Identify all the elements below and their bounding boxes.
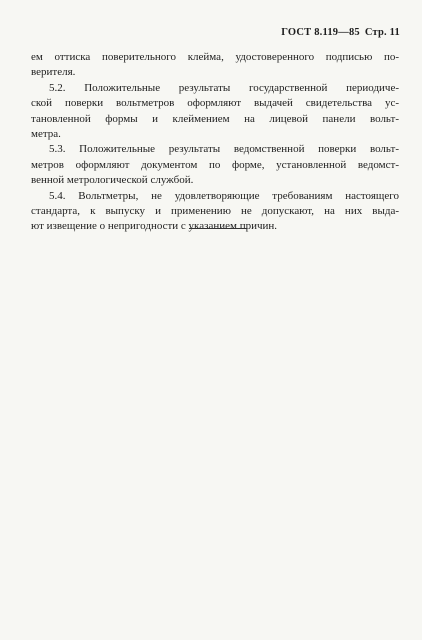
text-line: ской поверки вольтметров оформляют выдачей свидетельства ус- <box>31 97 399 110</box>
paragraph-continuation <box>31 50 399 81</box>
text-line: тановленной формы и клеймением на лицевой панели вольт- <box>31 112 399 125</box>
standard-number: ГОСТ 8.119—85 <box>281 27 360 38</box>
text-line: метра. <box>31 128 61 141</box>
text-line: венной метрологической службой. <box>31 174 194 187</box>
text-line: ют извещение о непригодности с указанием причин. <box>31 220 278 233</box>
page-header <box>281 27 400 38</box>
paragraph-5-2 <box>31 81 399 143</box>
text-line: 5.2. Положительные результаты государственной периодиче- <box>49 81 399 94</box>
text-line: ем оттиска поверительного клейма, удостоверенного подписью по- <box>31 51 399 63</box>
body-text <box>31 50 399 235</box>
end-of-text-rule <box>189 228 247 229</box>
paragraph-5-3 <box>31 142 399 188</box>
page-number: Стр. 11 <box>364 27 400 38</box>
text-line: 5.3. Положительные результаты ведомственной поверки вольт- <box>49 143 399 156</box>
text-line: метров оформляют документом по форме, установленной ведомст- <box>31 158 399 171</box>
text-line: 5.4. Вольтметры, не удовлетворяющие требованиям настоящего <box>49 189 399 202</box>
text-line: стандарта, к выпуску и применению не допускают, на них выда- <box>31 205 399 218</box>
text-line: верителя. <box>31 66 76 79</box>
